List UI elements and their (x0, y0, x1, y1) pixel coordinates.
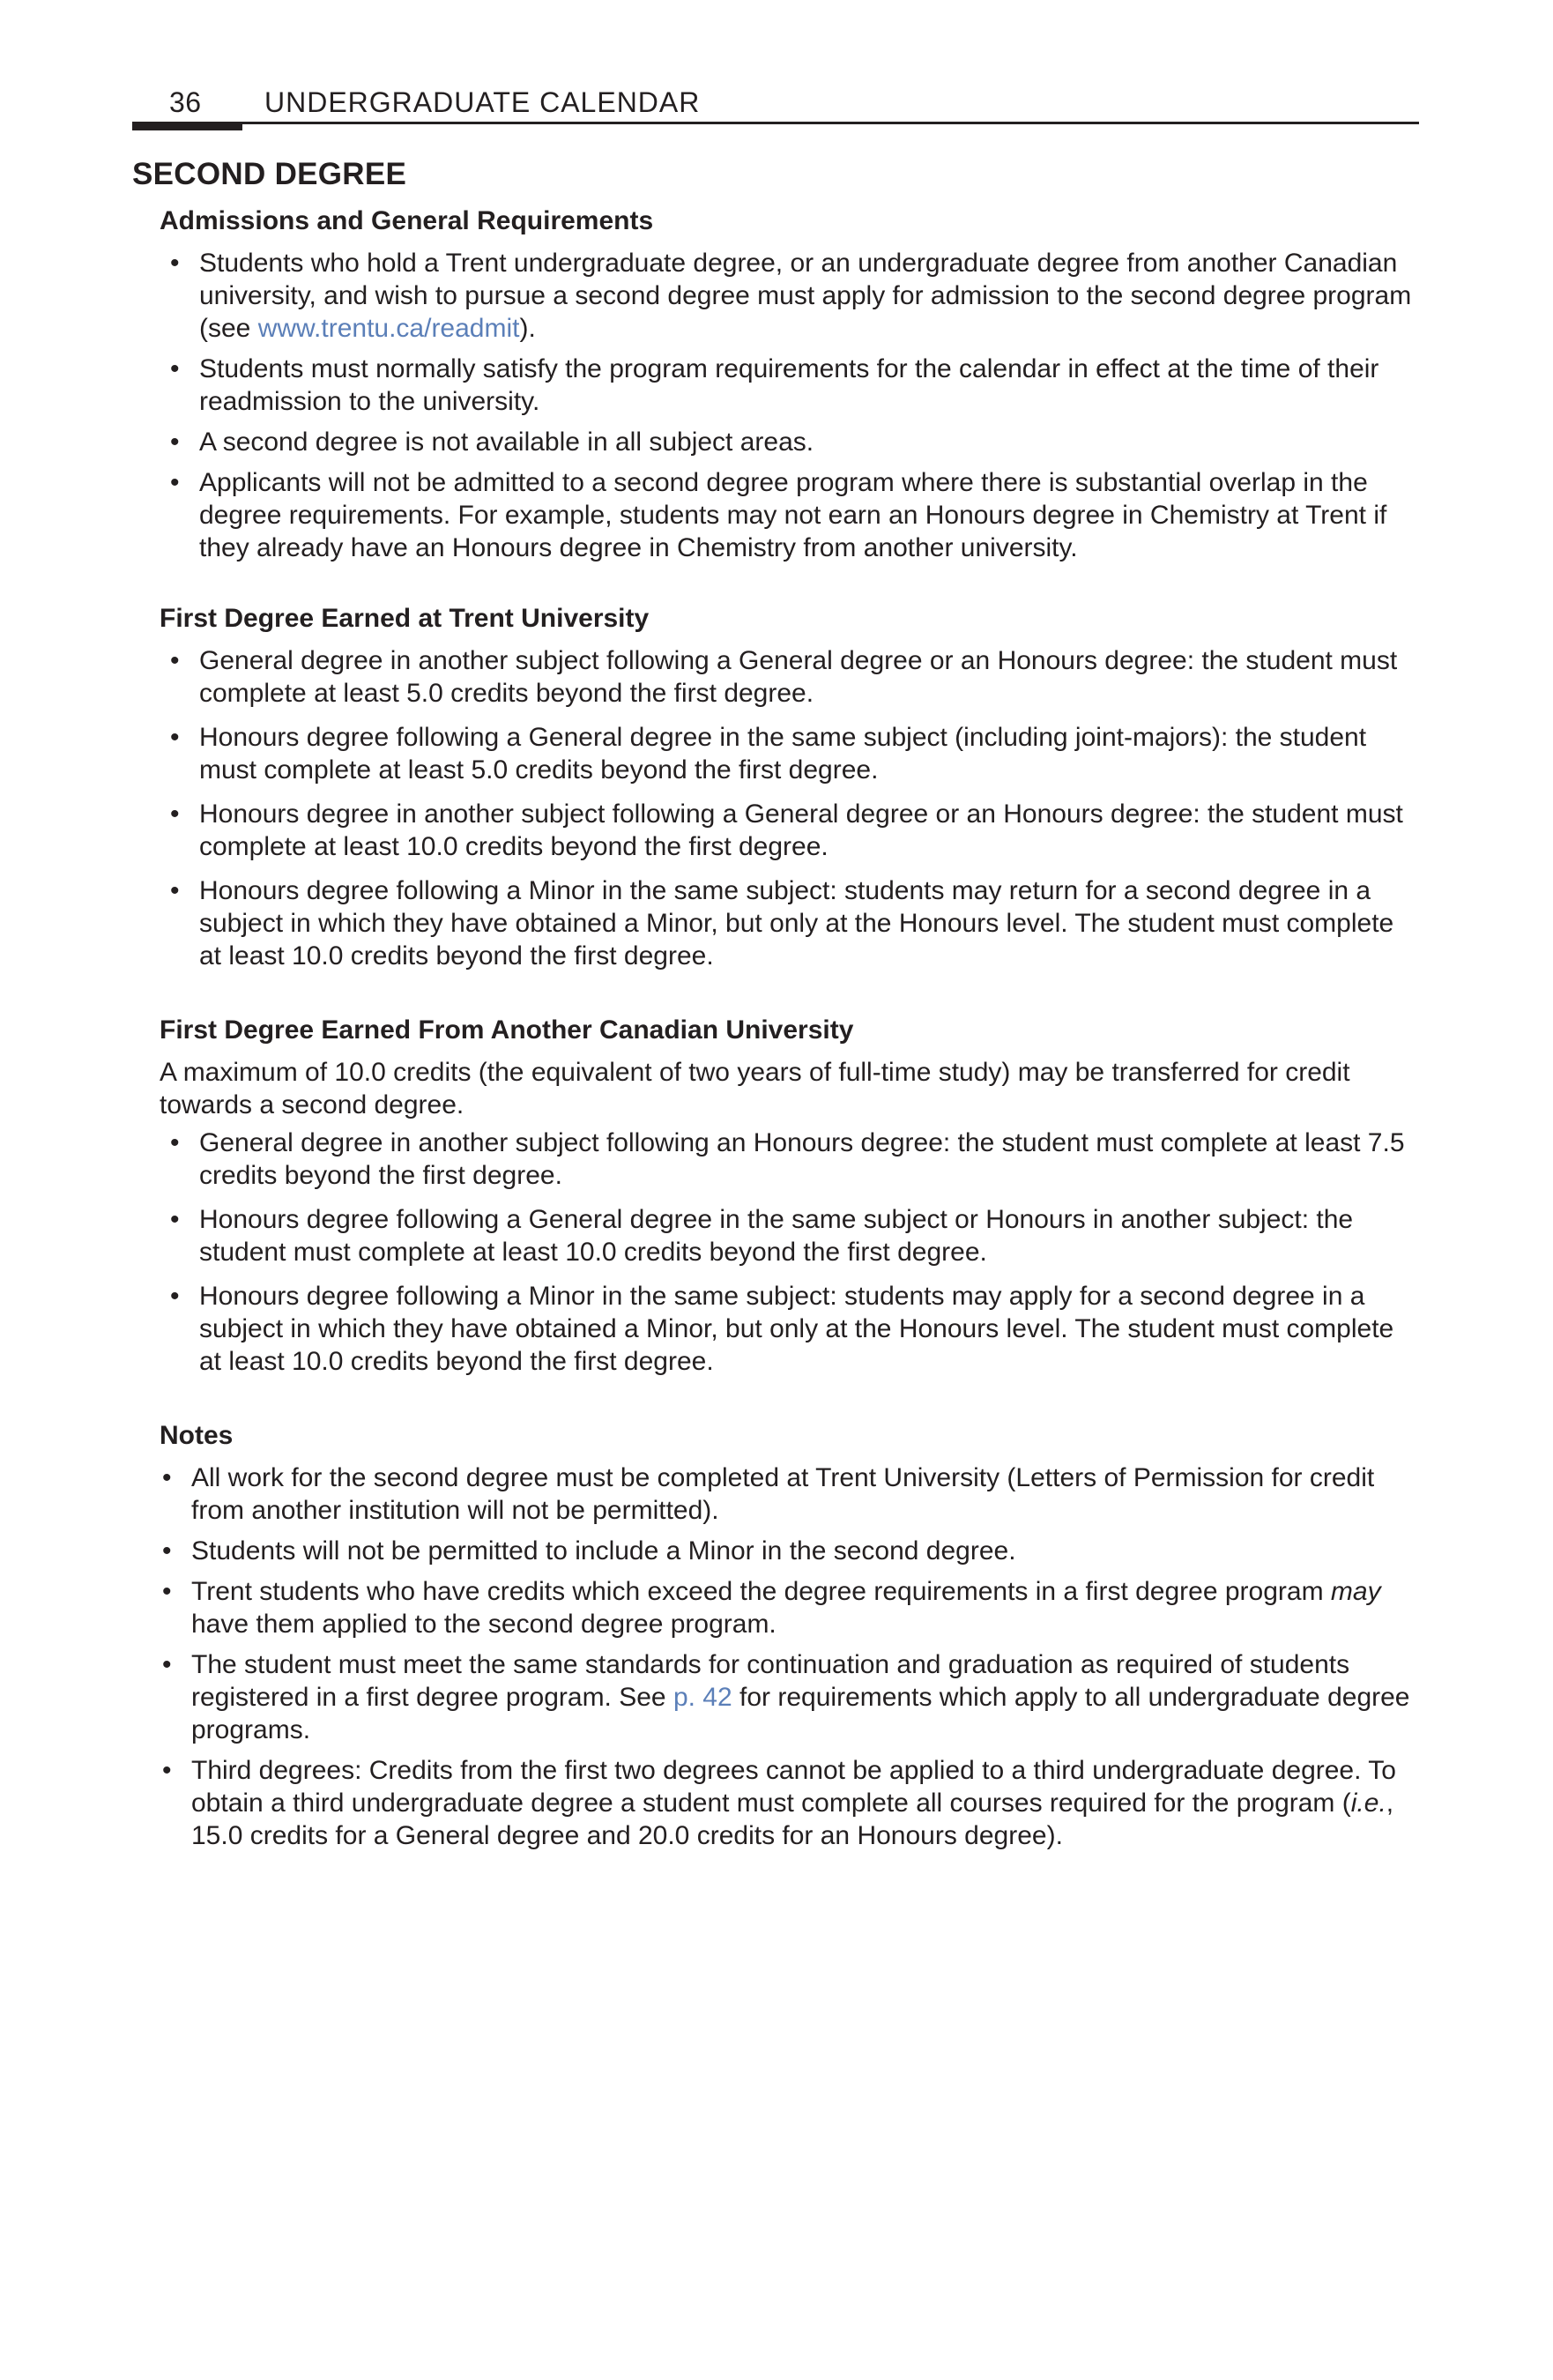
trent-first-item (132, 798, 1421, 863)
trent-first-item (132, 721, 1421, 786)
bullet: • (170, 723, 180, 752)
spacer (132, 984, 1421, 1015)
bullet: • (170, 1128, 180, 1157)
emphasis: i.e. (1350, 1789, 1386, 1818)
notes-item (132, 1535, 1421, 1567)
admissions-item-text: ). (519, 314, 536, 343)
other-first-item (132, 1280, 1421, 1378)
other-first-intro: A maximum of 10.0 credits (the equivalent of two years of full-time study) may be transferred for credit towards a second degree. (160, 1058, 1350, 1119)
section-title: SECOND DEGREE (132, 157, 407, 191)
admissions-heading: Admissions and General Requirements (160, 206, 654, 235)
page-number: 36 (169, 86, 202, 118)
other-first-heading: First Degree Earned From Another Canadian University (160, 1015, 854, 1045)
header-tab (132, 122, 242, 130)
notes-item (132, 1754, 1421, 1852)
other-first-item (132, 1203, 1421, 1268)
emphasis: may (1330, 1577, 1381, 1606)
notes-item-text: Trent students who have credits which exceed the degree requirements in a first degree program (191, 1577, 1331, 1606)
admissions-item (132, 353, 1421, 418)
bullet: • (162, 1463, 172, 1492)
trent-first-item (132, 874, 1421, 972)
bullet: • (162, 1756, 172, 1785)
trent-first-list (132, 644, 1421, 972)
other-first-item (132, 1127, 1421, 1192)
admissions-item-text: Applicants will not be admitted to a second degree program where there is substantial overlap in the degree requirements. For example, students may not earn an Honours degree in Chemistry at Trent if they already have an Honours degree in Chemistry from another university. (199, 468, 1387, 562)
bullet: • (162, 1650, 172, 1679)
notes-item-text: All work for the second degree must be completed at Trent University (Letters of Permission for credit from another institution will not be permitted). (191, 1463, 1375, 1525)
admissions-item (132, 247, 1421, 345)
notes-item-text: for requirements which apply to all undergraduate degree programs. (191, 1683, 1410, 1744)
page-42-link[interactable]: p. 42 (672, 1683, 732, 1712)
notes-item-text: , 15.0 credits for a General degree and 20.0 credits for an Honours degree). (191, 1789, 1394, 1850)
spacer (132, 1389, 1421, 1421)
notes-heading: Notes (160, 1421, 234, 1450)
bullet: • (170, 1282, 180, 1311)
admissions-item (132, 426, 1421, 458)
notes-item (132, 1461, 1421, 1527)
admissions-item-text: Students must normally satisfy the program requirements for the calendar in effect at the time of their readmission to the university. (199, 354, 1379, 416)
bullet: • (170, 468, 180, 497)
spacer (132, 572, 1421, 604)
notes-item-text: The student must meet the same standards for continuation and graduation as required of students registered in a first degree program. See (191, 1650, 1350, 1712)
admissions-item-text: A second degree is not available in all subject areas. (199, 428, 814, 457)
bullet: • (162, 1536, 172, 1566)
trent-first-item-text: Honours degree in another subject following a General degree or an Honours degree: the student must complete at least 10.0 credits beyond the first degree. (199, 800, 1403, 861)
bullet: • (162, 1577, 172, 1606)
running-header (132, 79, 1419, 123)
main-content (132, 157, 1421, 1860)
other-first-item-text: Honours degree following a General degree in the same subject or Honours in another subject: the student must complete at least 10.0 credits beyond the first degree. (199, 1205, 1354, 1267)
bullet: • (170, 800, 180, 829)
readmit-link[interactable]: www.trentu.ca/readmit (257, 314, 520, 343)
other-first-item-text: Honours degree following a Minor in the same subject: students may apply for a second degree in a subject in which they have obtained a Minor, but only at the Honours level. The student must complete at least 10.0 credits beyond the first degree. (199, 1282, 1394, 1376)
notes-item (132, 1575, 1421, 1640)
bullet: • (170, 646, 180, 675)
notes-item-text: have them applied to the second degree program. (191, 1610, 776, 1639)
trent-first-item (132, 644, 1421, 710)
bullet: • (170, 876, 180, 905)
admissions-list (132, 247, 1421, 564)
trent-first-item-text: General degree in another subject following a General degree or an Honours degree: the student must complete at least 5.0 credits beyond the first degree. (199, 646, 1398, 708)
admissions-item-text: Students who hold a Trent undergraduate degree, or an undergraduate degree from another Canadian university, and wish to pursue a second degree must apply for admission to the second degree program (see (199, 249, 1412, 343)
notes-list (132, 1461, 1421, 1852)
trent-first-item-text: Honours degree following a Minor in the same subject: students may return for a second degree in a subject in which they have obtained a Minor, but only at the Honours level. The student must complete at least 10.0 credits beyond the first degree. (199, 876, 1394, 971)
bullet: • (170, 249, 180, 278)
trent-first-heading: First Degree Earned at Trent University (160, 604, 650, 633)
header-rule (132, 122, 1419, 124)
notes-item-text: Third degrees: Credits from the first two degrees cannot be applied to a third undergraduate degree. To obtain a third undergraduate degree a student must complete all courses required for the program ( (191, 1756, 1396, 1818)
bullet: • (170, 1205, 180, 1234)
bullet: • (170, 354, 180, 383)
header-title: UNDERGRADUATE CALENDAR (264, 86, 701, 118)
notes-item (132, 1648, 1421, 1746)
notes-item-text: Students will not be permitted to include a Minor in the second degree. (191, 1536, 1016, 1566)
admissions-item (132, 466, 1421, 564)
trent-first-item-text: Honours degree following a General degree in the same subject (including joint-majors): the student must complete at least 5.0 credits beyond the first degree. (199, 723, 1367, 785)
other-first-list (132, 1127, 1421, 1378)
other-first-item-text: General degree in another subject following an Honours degree: the student must complete at least 7.5 credits beyond the first degree. (199, 1128, 1405, 1190)
bullet: • (170, 428, 180, 457)
